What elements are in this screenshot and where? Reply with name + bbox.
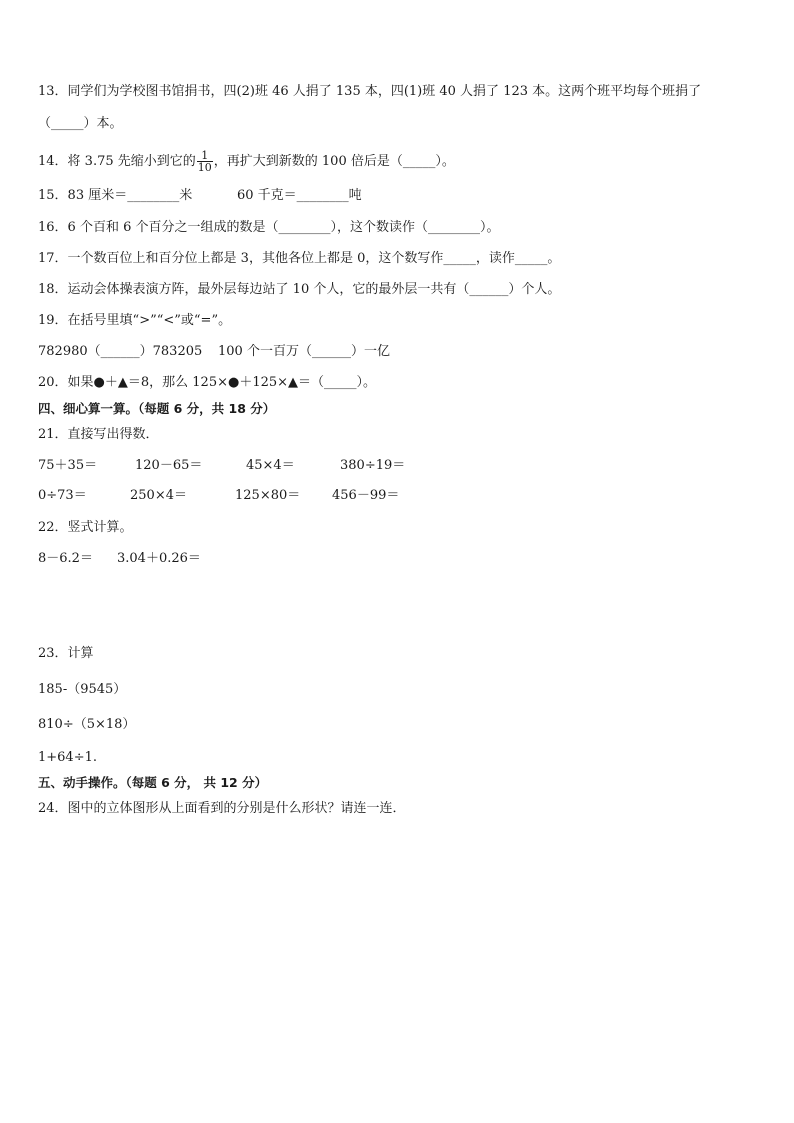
q21-r1-c3: 45×4＝ [246,458,295,473]
q16: 16．6 个百和 6 个百分之一组成的数是（________），这个数读作（________）。 [38,220,500,235]
q13-line1: 13．同学们为学校图书馆捐书，四(2)班 46 人捐了 135 本，四(1)班 40 人捐了 123 本。这两个班平均每个班捐了 [38,84,702,99]
q19-b: 100 个一百万（______）一亿 [218,344,390,359]
q21-title: 21．直接写出得数． [38,427,159,442]
q23-item-2: 810÷（5×18） [38,717,136,732]
q23-title: 23．计算 [38,646,94,661]
q15-b: 60 千克＝________吨 [237,188,362,203]
q21-r2-c2: 250×4＝ [130,488,187,503]
q21-r1-c1: 75＋35＝ [38,458,98,473]
q14 [38,150,455,173]
q21-r1-c4: 380÷19＝ [340,458,406,473]
q15-a: 15．83 厘米＝________米 [38,188,193,203]
q13-line2: （_____）本。 [38,116,123,131]
fraction-numerator: 1 [197,150,213,162]
q14-before: 14．将 3.75 先缩小到它的 [38,154,196,169]
section-5-heading: 五、动手操作。（每题 6 分， 共 12 分） [38,775,268,790]
q23-item-3: 1+64÷1. [38,750,98,765]
q23-item-1: 185-（9545） [38,682,127,697]
q21-r2-c4: 456－99＝ [332,488,400,503]
q21-r2-c3: 125×80＝ [235,488,301,503]
fraction-one-tenth [197,150,213,173]
q21-r2-c1: 0÷73＝ [38,488,87,503]
q24: 24．图中的立体图形从上面看到的分别是什么形状？请连一连． [38,801,406,816]
fraction-denominator: 10 [197,161,212,174]
q22-item-2: 3.04＋0.26＝ [117,551,201,566]
q22-title: 22．竖式计算。 [38,520,133,535]
q21-r1-c2: 120－65＝ [135,458,203,473]
q19-a: 782980（______）783205 [38,344,203,359]
q22-item-1: 8－6.2＝ [38,551,93,566]
q19-title: 19．在括号里填“>”“<”或“=”。 [38,313,232,328]
q18: 18．运动会体操表演方阵，最外层每边站了 10 个人，它的最外层一共有（______）个人。 [38,282,561,297]
q14-after: ，再扩大到新数的 100 倍后是（_____）。 [213,154,455,169]
section-4-heading: 四、细心算一算。（每题 6 分，共 18 分） [38,401,276,416]
q17: 17．一个数百位上和百分位上都是 3，其他各位上都是 0，这个数写作_____，读作_____。 [38,251,561,266]
q20: 20．如果●＋▲＝8，那么 125×●＋125×▲＝（_____）。 [38,375,377,390]
